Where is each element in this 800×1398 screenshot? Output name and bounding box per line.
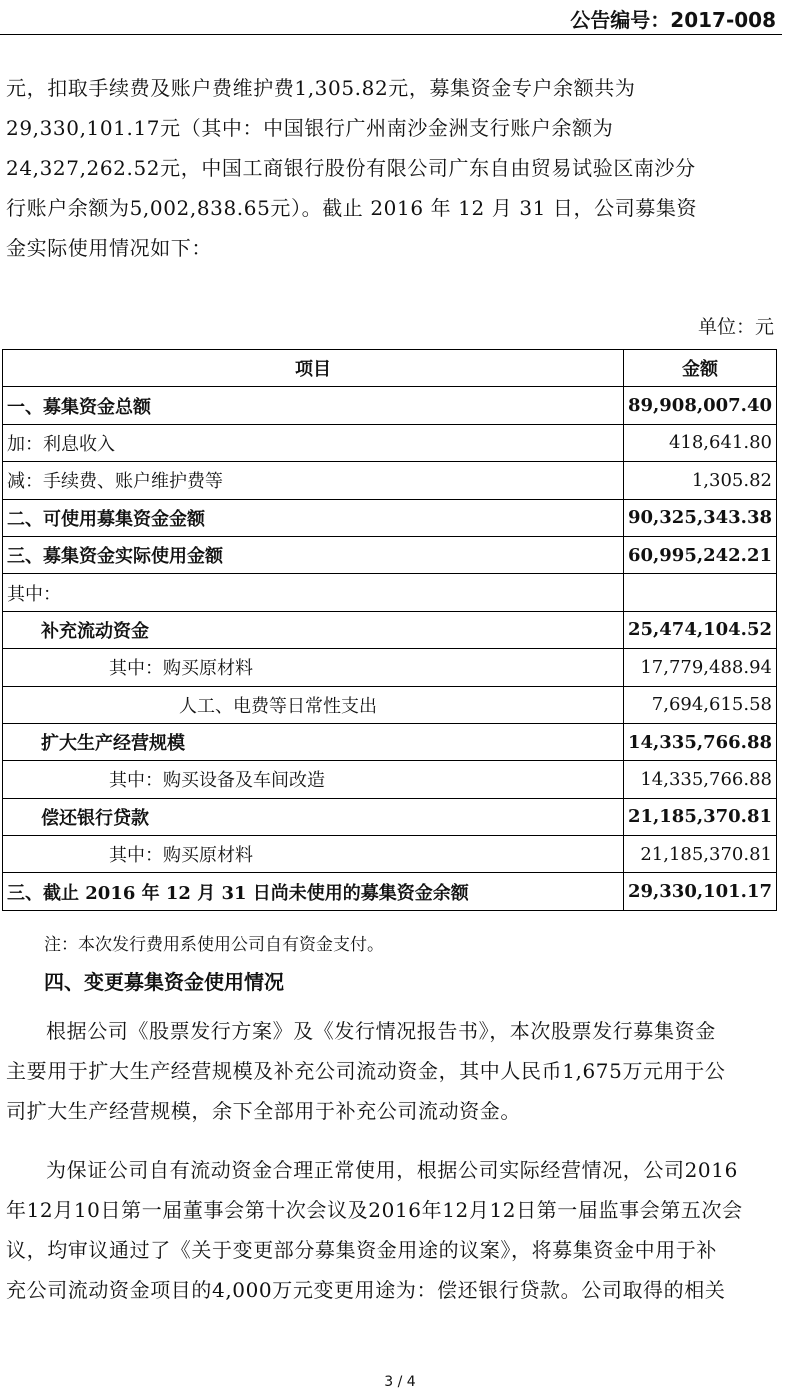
- unit-label: 单位：元: [697, 316, 774, 338]
- item-cell: 二、可使用募集资金金额: [3, 499, 624, 536]
- amount-cell: 7,694,615.58: [623, 686, 776, 723]
- table-row: [3, 761, 777, 798]
- amount-cell: 21,185,370.81: [623, 798, 776, 835]
- text-line: 元，扣取手续费及账户费维护费1,305.82元，募集资金专户余额共为: [6, 76, 636, 100]
- item-cell: 人工、电费等日常性支出: [3, 686, 624, 723]
- page-number: 3 / 4: [384, 1374, 416, 1390]
- text-line: 行账户余额为5,002,838.65元）。截止 2016 年 12 月 31 日，公司募集资: [6, 196, 698, 220]
- table-row: [3, 798, 777, 835]
- item-cell: 其中：购买设备及车间改造: [3, 761, 624, 798]
- item-cell: 偿还银行贷款: [3, 798, 624, 835]
- text-line: 议，均审议通过了《关于变更部分募集资金用途的议案》，将募集资金中用于补: [6, 1238, 717, 1262]
- item-cell: 其中：购买原材料: [3, 836, 624, 873]
- table-row: [3, 649, 777, 686]
- table-row: [3, 462, 777, 499]
- item-cell: 其中：购买原材料: [3, 649, 624, 686]
- amount-cell: 29,330,101.17: [623, 873, 776, 910]
- table-row: [3, 536, 777, 573]
- table-row: [3, 611, 777, 648]
- amount-cell: 1,305.82: [623, 462, 776, 499]
- announcement-number: 公告编号：2017-008: [570, 8, 776, 32]
- text-line: 为保证公司自有流动资金合理正常使用，根据公司实际经营情况，公司2016: [46, 1158, 738, 1182]
- column-header-amount: 金额: [623, 350, 776, 387]
- table-row: [3, 574, 777, 611]
- amount-cell: 17,779,488.94: [623, 649, 776, 686]
- amount-cell: 25,474,104.52: [623, 611, 776, 648]
- text-line: 24,327,262.52元，中国工商银行股份有限公司广东自由贸易试验区南沙分: [6, 156, 696, 180]
- amount-cell: 14,335,766.88: [623, 761, 776, 798]
- item-cell: 减：手续费、账户维护费等: [3, 462, 624, 499]
- item-cell: 补充流动资金: [3, 611, 624, 648]
- amount-cell: 14,335,766.88: [623, 723, 776, 760]
- text-line: 主要用于扩大生产经营规模及补充公司流动资金，其中人民币1,675万元用于公: [6, 1059, 726, 1083]
- page-header: [0, 0, 782, 35]
- table-row: [3, 836, 777, 873]
- text-line: 充公司流动资金项目的4,000万元变更用途为：偿还银行贷款。公司取得的相关: [6, 1278, 726, 1302]
- item-cell: 三、募集资金实际使用金额: [3, 536, 624, 573]
- item-cell: 一、募集资金总额: [3, 387, 624, 424]
- amount-cell: 90,325,343.38: [623, 499, 776, 536]
- table-note: 注：本次发行费用系使用公司自有资金支付。: [44, 935, 384, 955]
- table-row: [3, 424, 777, 461]
- item-cell: 加：利息收入: [3, 424, 624, 461]
- item-cell: 其中：: [3, 574, 624, 611]
- item-cell: 三、截止 2016 年 12 月 31 日尚未使用的募集资金余额: [3, 873, 624, 910]
- table-row: [3, 873, 777, 910]
- change-detail-paragraph: [6, 1151, 776, 1311]
- item-cell: 扩大生产经营规模: [3, 723, 624, 760]
- table-row: [3, 723, 777, 760]
- column-header-item: 项目: [3, 350, 624, 387]
- table-header-row: [3, 350, 777, 387]
- text-line: 根据公司《股票发行方案》及《发行情况报告书》，本次股票发行募集资金: [46, 1019, 716, 1043]
- text-line: 司扩大生产经营规模，余下全部用于补充公司流动资金。: [6, 1099, 521, 1123]
- text-line: 29,330,101.17元（其中：中国银行广州南沙金洲支行账户余额为: [6, 116, 614, 140]
- fund-usage-table: [2, 349, 777, 911]
- text-line: 金实际使用情况如下：: [6, 236, 212, 260]
- change-paragraph: [6, 1012, 776, 1132]
- amount-cell: 418,641.80: [623, 424, 776, 461]
- text-line: 年12月10日第一届董事会第十次会议及2016年12月12日第一届监事会第五次会: [6, 1198, 743, 1222]
- amount-cell: 89,908,007.40: [623, 387, 776, 424]
- table-row: [3, 499, 777, 536]
- intro-paragraph: [6, 69, 776, 269]
- table-row: [3, 686, 777, 723]
- amount-cell: [623, 574, 776, 611]
- table-row: [3, 387, 777, 424]
- section-heading: 四、变更募集资金使用情况: [44, 970, 284, 994]
- amount-cell: 60,995,242.21: [623, 536, 776, 573]
- amount-cell: 21,185,370.81: [623, 836, 776, 873]
